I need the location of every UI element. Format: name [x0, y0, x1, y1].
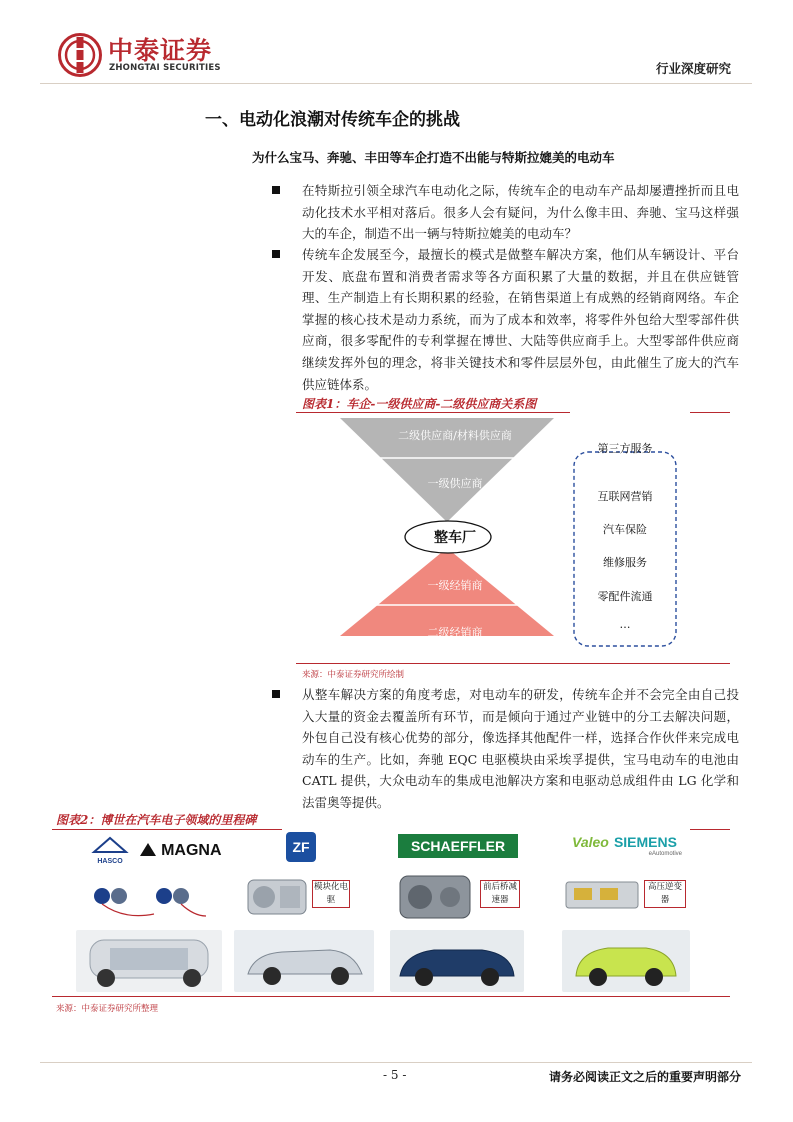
report-type: 行业深度研究 — [655, 61, 731, 76]
figure1-source: 来源：中泰证券研究所绘制 — [302, 670, 405, 680]
services-title: 第三方服务 — [597, 442, 653, 455]
bullet-icon — [272, 186, 280, 194]
figure2-bottom-rule — [52, 996, 730, 997]
zf-text: ZF — [292, 839, 310, 855]
zf-logo — [286, 832, 316, 862]
tier2-dealer-label: 二级经销商 — [427, 626, 483, 639]
paragraph-text: 从整车解决方案的角度考虑，对电动车的研发，传统车企并不会完全由自己投入大量的资金去覆盖所有环节，而是倾向于通过产业链中的分工去解决问题，外包自己没有核心优势的部分，像选择其他配件一样，选择合作伙伴来完成电动车的生产。比如，奔驰 EQC 电驱模块由采埃孚提供，宝马电动车的电池由 CATL 提供，大众电动车的集成电池解决方案和电驱动总成组件由 LG 化学和法雷奥等提供。 — [302, 687, 739, 810]
company-name-en: ZHONGTAI SECURITIES — [109, 63, 221, 73]
ev-chassis-photo — [76, 930, 222, 992]
hasco-text: HASCO — [97, 858, 123, 865]
magna-logo — [140, 840, 222, 860]
figure2-caption: 图表2：博世在汽车电子领域的里程碑 — [56, 813, 257, 827]
service-item: 汽车保险 — [603, 523, 647, 536]
axle-reducer-photo — [392, 866, 478, 928]
page-number: - 5 - — [383, 1068, 407, 1082]
paragraph-2 — [275, 244, 739, 395]
paragraph-3 — [275, 684, 739, 814]
badges-diagram — [82, 876, 222, 920]
figure2-caption-rule — [690, 829, 730, 830]
figure2-caption-underline — [52, 829, 282, 830]
magna-triangle-icon — [140, 843, 156, 856]
service-item: … — [619, 618, 631, 631]
tier1-dealer-label: 一级经销商 — [427, 579, 483, 592]
paragraph-1 — [275, 180, 739, 245]
footer-disclaimer: 请务必阅读正文之后的重要声明部分 — [548, 1070, 741, 1084]
figure1-caption-underline — [296, 412, 570, 413]
bullet-icon — [272, 690, 280, 698]
callout-inverter: 高压逆变器 — [644, 880, 686, 908]
figure1-caption: 图表1：车企-一级供应商-二级供应商关系图 — [302, 397, 537, 411]
service-item: 维修服务 — [603, 556, 647, 569]
schaeffler-text: SCHAEFFLER — [410, 838, 506, 854]
siemens-text: SIEMENS — [613, 834, 677, 850]
edrive-module-photo — [242, 866, 312, 926]
callout-edrive: 模块化电驱 — [312, 880, 350, 908]
eautomotive-text: eAutomotive — [648, 851, 682, 857]
subsection-title: 为什么宝马、奔驰、丰田等车企打造不出能与特斯拉媲美的电动车 — [252, 150, 615, 165]
valeo-text: Valeo — [572, 834, 609, 850]
hasco-logo-icon — [90, 836, 130, 854]
mercedes-eqc-photo — [234, 930, 374, 992]
company-name-cn: 中泰证券 — [108, 36, 213, 65]
figure1-bottom-rule — [296, 663, 730, 664]
vw-id3-photo — [562, 930, 690, 992]
inverter-photo — [560, 870, 644, 918]
service-item: 互联网营销 — [597, 490, 653, 503]
paragraph-text: 传统车企发展至今，最擅长的模式是做整车解决方案，他们从车辆设计、平台开发、底盘布置和消费者需求等各方面积累了大量的数据，并且在供应链管理、生产制造上有长期积累的经验，在销售渠道上有成熟的经销商网络。车企掌握的核心技术是动力系统，而为了成本和效率，将零件外包给大型零部件供应商，很多零配件的专利掌握在博世、大陆等供应商手上。大型零部件供应商继续发挥外包的理念，将非关键技术和零件层层外包，由此催生了庞大的汽车供应链体系。 — [302, 247, 739, 392]
magna-text: MAGNA — [161, 842, 222, 859]
tier1-supplier-label: 一级供应商 — [427, 477, 483, 490]
company-logo-icon — [58, 33, 102, 77]
service-item: 零配件流通 — [597, 590, 653, 603]
footer-divider — [40, 1062, 752, 1063]
hasco-logo — [90, 836, 130, 865]
oem-label: 整车厂 — [434, 530, 476, 546]
header-divider — [40, 83, 752, 84]
figure1-caption-rule — [690, 412, 730, 413]
bullet-icon — [272, 250, 280, 258]
valeo-siemens-logo — [572, 832, 692, 862]
services-box — [574, 452, 676, 646]
paragraph-text: 在特斯拉引领全球汽车电动化之际，传统车企的电动车产品却屡遭挫折而且电动化技术水平相对落后。很多人会有疑问，为什么像丰田、奔驰、宝马这样强大的车企，制造不出一辆与特斯拉媲美的电动车？ — [302, 183, 739, 242]
section-title: 一、电动化浪潮对传统车企的挑战 — [205, 110, 460, 130]
figure2-source: 来源：中泰证券研究所整理 — [56, 1004, 159, 1014]
schaeffler-logo — [398, 834, 518, 858]
audi-etron-photo — [390, 930, 524, 992]
tier2-supplier-label: 二级供应商/材料供应商 — [398, 429, 512, 442]
callout-axle: 前后桥减速器 — [480, 880, 520, 908]
